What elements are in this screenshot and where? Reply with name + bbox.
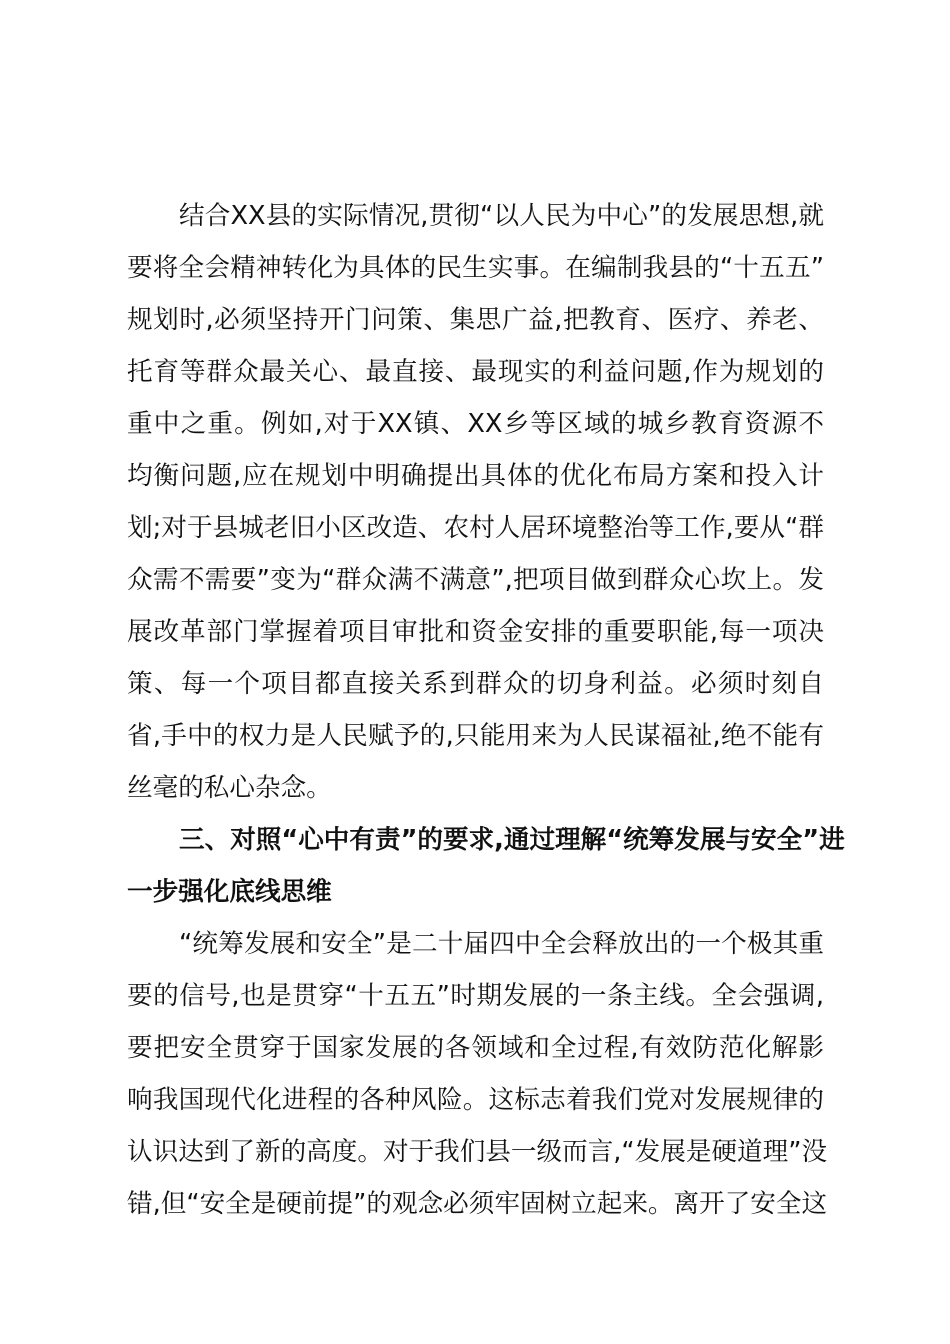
paragraph-2-line-2: 要的信号,也是贯穿“十五五”时期发展的一条主线。全会强调, [127, 981, 824, 1011]
paragraph-2-line-1: “统筹发展和安全”是二十届四中全会释放出的一个极其重 [179, 929, 824, 959]
paragraph-2-line-6: 错,但“安全是硬前提”的观念必须牢固树立起来。离开了安全这 [127, 1189, 828, 1219]
paragraph-2-line-4: 响我国现代化进程的各种风险。这标志着我们党对发展规律的 [127, 1085, 824, 1115]
section-heading-line-1: 三、对照“心中有责”的要求,通过理解“统筹发展与安全”进 [179, 825, 845, 855]
section-heading-line-2: 一步强化底线思维 [127, 877, 332, 907]
paragraph-1-line-5: 重中之重。例如,对于XX镇、XX乡等区域的城乡教育资源不 [127, 409, 824, 439]
paragraph-2-line-3: 要把安全贯穿于国家发展的各领域和全过程,有效防范化解影 [127, 1033, 824, 1063]
paragraph-1-line-11: 省,手中的权力是人民赋予的,只能用来为人民谋福祉,绝不能有 [127, 721, 824, 751]
paragraph-1-line-10: 策、每一个项目都直接关系到群众的切身利益。必须时刻自 [127, 669, 824, 699]
paragraph-1-line-12: 丝毫的私心杂念。 [127, 773, 332, 803]
paragraph-1-line-3: 规划时,必须坚持开门问策、集思广益,把教育、医疗、养老、 [127, 305, 824, 335]
paragraph-1-line-2: 要将全会精神转化为具体的民生实事。在编制我县的“十五五” [127, 253, 824, 283]
paragraph-1-line-8: 众需不需要”变为“群众满不满意”,把项目做到群众心坎上。发 [127, 565, 824, 595]
paragraph-1-line-9: 展改革部门掌握着项目审批和资金安排的重要职能,每一项决 [127, 617, 824, 647]
paragraph-1-line-7: 划;对于县城老旧小区改造、农村人居环境整治等工作,要从“群 [127, 513, 824, 543]
paragraph-2-line-5: 认识达到了新的高度。对于我们县一级而言,“发展是硬道理”没 [127, 1137, 828, 1167]
paragraph-1-line-4: 托育等群众最关心、最直接、最现实的利益问题,作为规划的 [127, 357, 824, 387]
paragraph-1-line-6: 均衡问题,应在规划中明确提出具体的优化布局方案和投入计 [127, 461, 824, 491]
paragraph-1-line-1: 结合XX县的实际情况,贯彻“以人民为中心”的发展思想,就 [179, 201, 824, 231]
